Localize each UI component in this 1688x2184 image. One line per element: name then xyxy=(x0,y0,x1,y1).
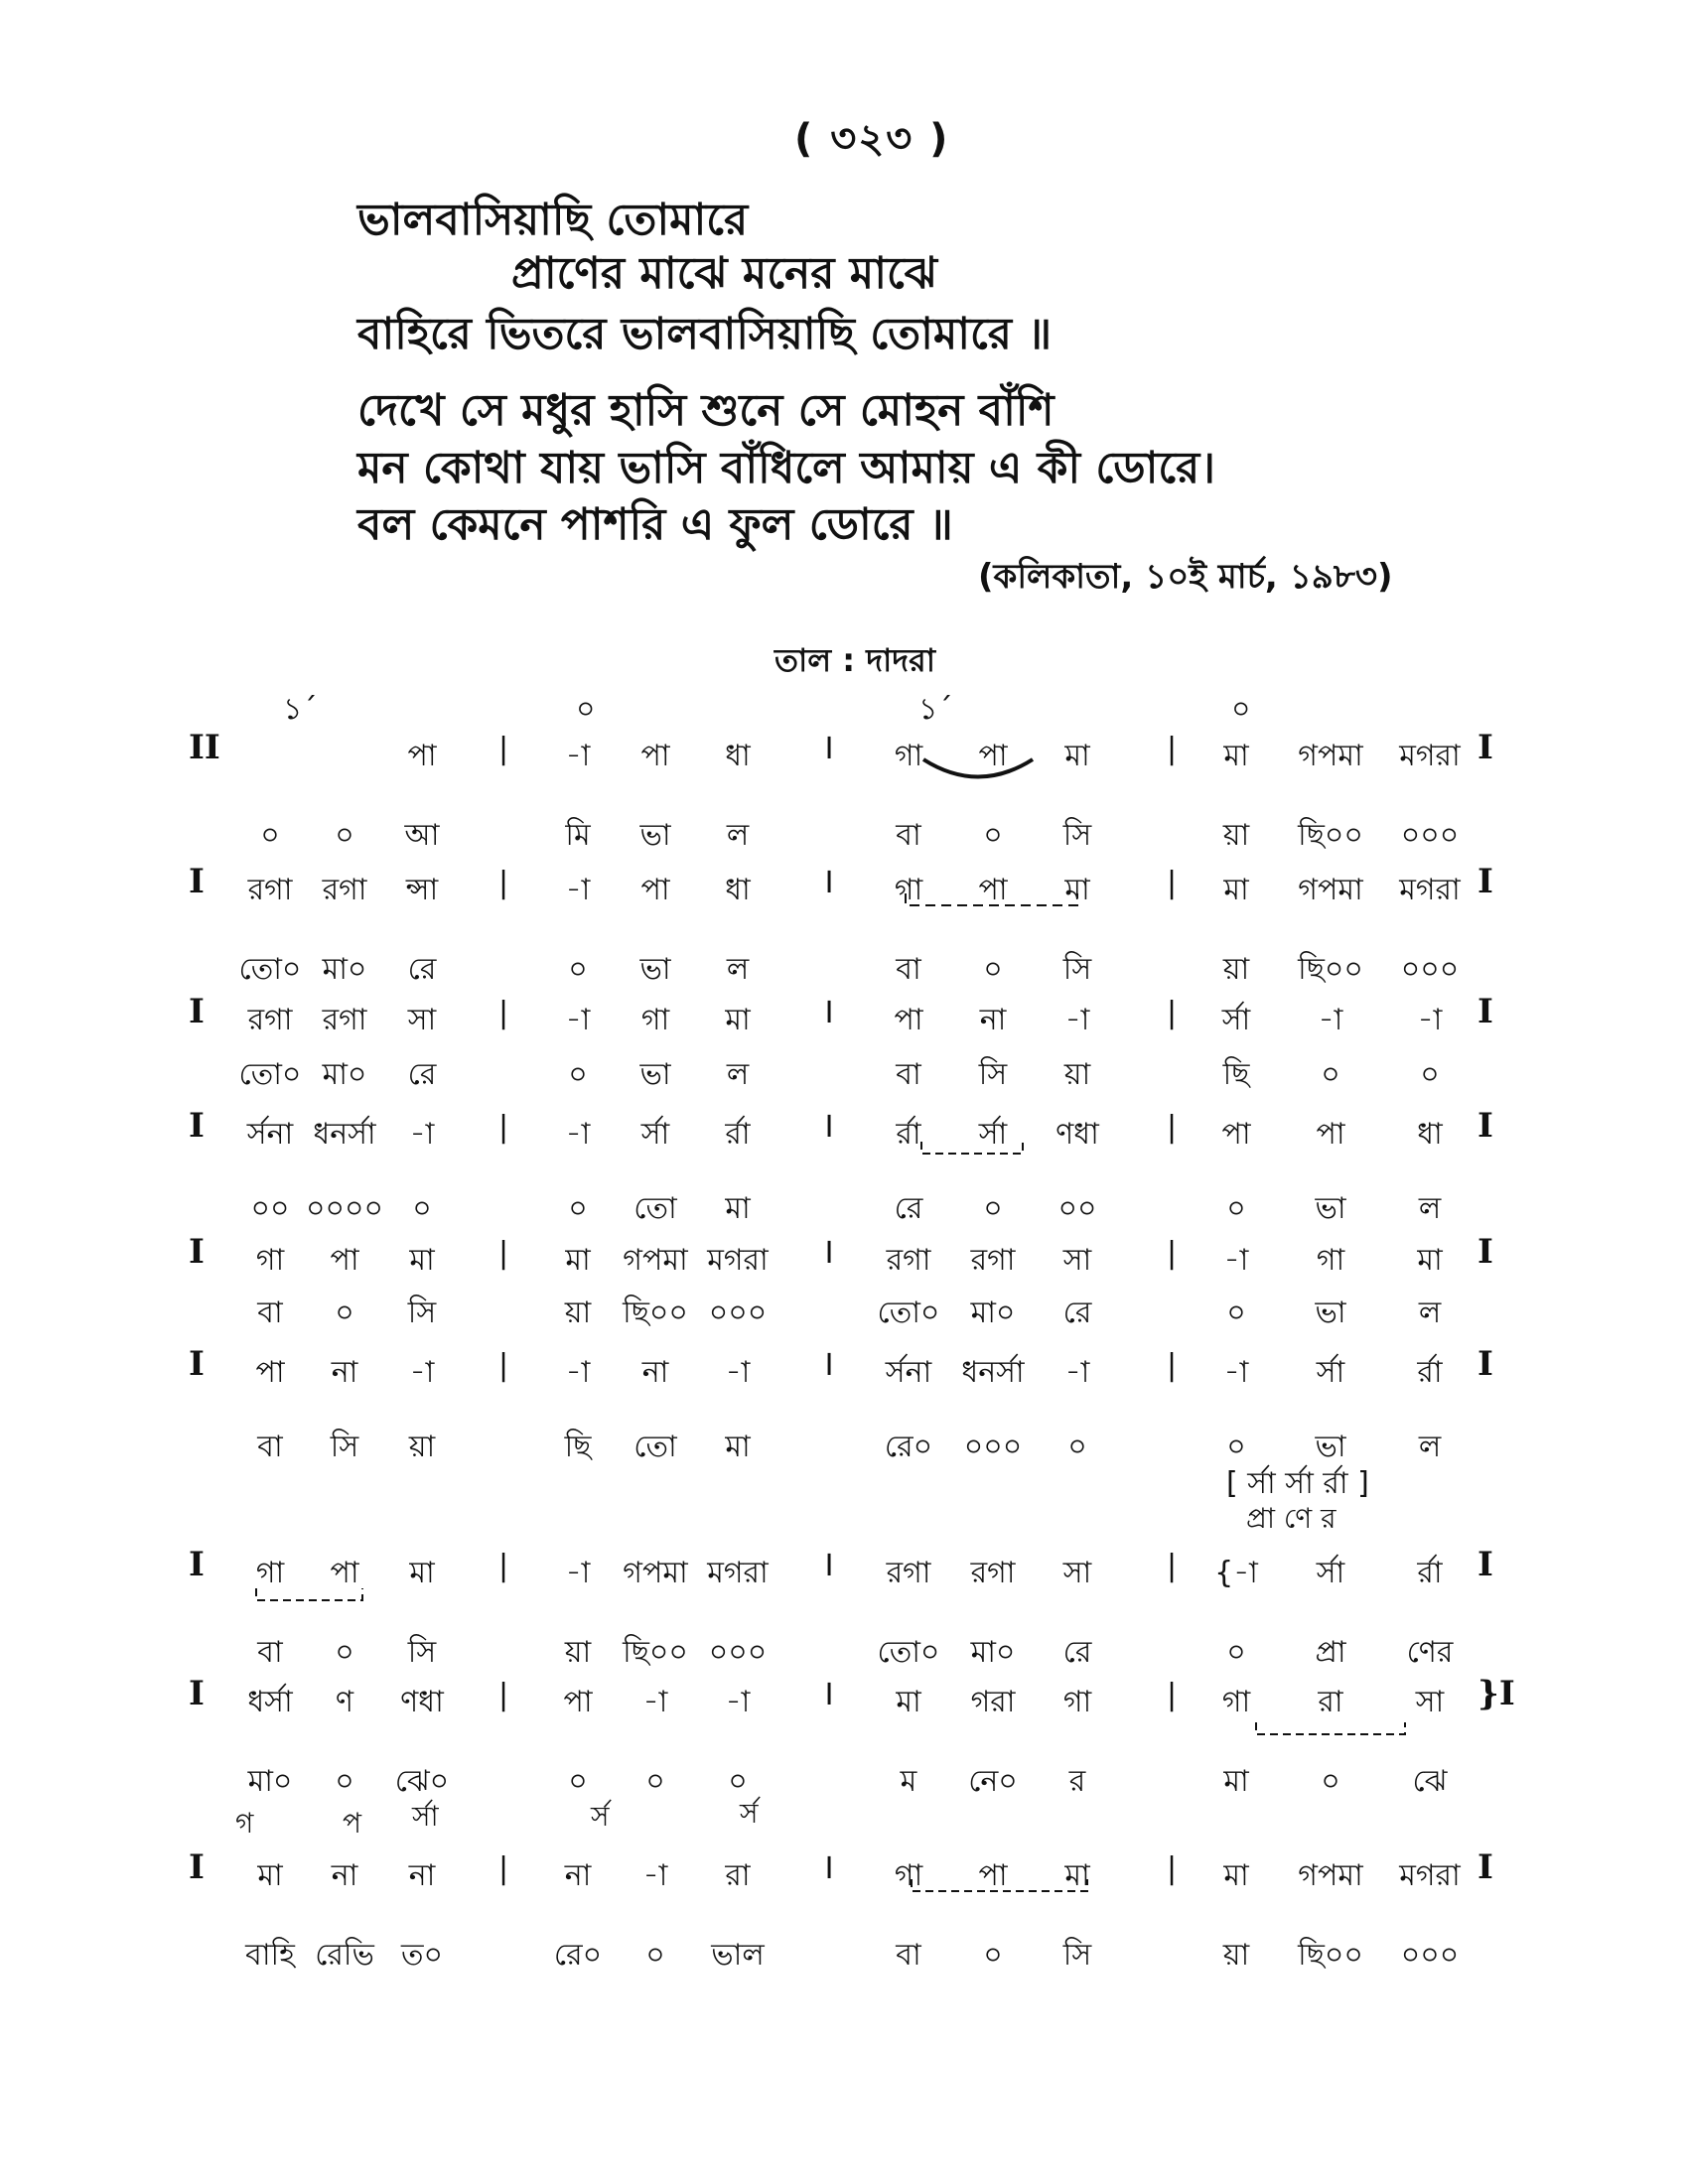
swara-note: সা xyxy=(407,1003,437,1037)
barline: | xyxy=(1166,866,1178,900)
lyric-syllable: র xyxy=(1068,1764,1086,1799)
swara-note: রগা xyxy=(247,1003,293,1037)
swara-note: না xyxy=(564,1858,592,1893)
lyric-syllable: ০ xyxy=(568,1764,588,1799)
swara-note: র্সনা xyxy=(885,1355,932,1390)
barline: | xyxy=(1166,1678,1178,1712)
swara-note: ণ xyxy=(335,1685,354,1719)
swara-note: র্সা xyxy=(978,1117,1008,1152)
row-end-barline: I xyxy=(1477,1232,1493,1272)
swara-note: -া xyxy=(1064,1355,1090,1390)
swara-note: গপমা xyxy=(623,1243,688,1278)
swara-note: না xyxy=(979,1003,1007,1037)
lyric-syllable: ০ xyxy=(645,1938,665,1973)
lyric-syllable: রে xyxy=(894,1191,923,1226)
swara-note: না xyxy=(331,1355,358,1390)
swara-note: না xyxy=(641,1355,669,1390)
barline: | xyxy=(497,1678,509,1712)
alt-bracket-syllables: প্রা ণে র xyxy=(1246,1502,1336,1535)
lyric-syllable: মি xyxy=(565,818,591,853)
swara-note: সা xyxy=(1415,1685,1445,1719)
swara-note: মা xyxy=(1064,1858,1090,1893)
barline: | xyxy=(497,996,509,1030)
lyric-syllable: ভা xyxy=(1315,1296,1346,1330)
swara-note: র্সা xyxy=(1221,1003,1251,1037)
lyric-syllable: য়া xyxy=(1222,818,1250,853)
swara-note: মা xyxy=(1223,1858,1249,1893)
swara-note: রগা xyxy=(322,1003,367,1037)
lyric-syllable: ল xyxy=(726,952,750,987)
swara-note: না xyxy=(331,1858,358,1893)
swara-note: -া xyxy=(725,1355,751,1390)
swara-note: মগরা xyxy=(707,1556,769,1590)
barline: | xyxy=(497,1110,509,1145)
swara-note: সা xyxy=(1062,1556,1092,1590)
lyric-syllable: বাহি xyxy=(245,1938,295,1973)
lyric-syllable: ০ xyxy=(728,1764,748,1799)
swara-note: রগা xyxy=(247,873,293,907)
beat-mark: ০ xyxy=(576,692,596,727)
lyric-syllable: মা xyxy=(1223,1764,1249,1799)
swara-note: র্রা xyxy=(896,1117,921,1152)
lyric-syllable: য়া xyxy=(1063,1057,1091,1092)
lyric-syllable: বা xyxy=(257,1635,283,1670)
lyric-syllable: ০ xyxy=(412,1191,432,1226)
ornament-mark: র্সা xyxy=(412,1800,439,1833)
lyric-syllable: ০ xyxy=(1226,1430,1246,1464)
barline: | xyxy=(497,1549,509,1583)
swara-note: -া xyxy=(1318,1003,1343,1037)
lyric-syllable: বা xyxy=(896,1938,921,1973)
barline: | xyxy=(497,1851,509,1886)
barline: | xyxy=(497,866,509,900)
swara-note: র্সা xyxy=(1316,1556,1345,1590)
lyric-syllable: ০০০০ xyxy=(305,1191,384,1226)
swara-note: গপমা xyxy=(1298,739,1363,773)
lyric-syllable: রে০ xyxy=(884,1430,933,1464)
swara-note: মগরা xyxy=(1399,1858,1461,1893)
swara-note: পা xyxy=(1221,1117,1251,1152)
lyric-syllable: বা xyxy=(257,1430,283,1464)
swara-note: ধনর্সা xyxy=(313,1117,376,1152)
lyric-syllable: ০ xyxy=(335,1296,354,1330)
barline: | xyxy=(1166,1549,1178,1583)
lyric-syllable: সি xyxy=(978,1057,1008,1092)
lyric-syllable: ০ xyxy=(1420,1057,1440,1092)
swara-note: সা xyxy=(1062,1243,1092,1278)
lyric-syllable: ০ xyxy=(568,952,588,987)
swara-note: র্সনা xyxy=(246,1117,294,1152)
lyric-syllable: বা xyxy=(257,1296,283,1330)
swara-note: র্রা xyxy=(1417,1355,1443,1390)
barline: | xyxy=(497,1236,509,1271)
lyric-syllable: রে xyxy=(407,952,437,987)
lyric-syllable: তো xyxy=(633,1430,677,1464)
swara-note: গপমা xyxy=(1298,873,1363,907)
barline: | xyxy=(1166,732,1178,766)
swara-note: পা xyxy=(330,1243,359,1278)
row-start-barline: I xyxy=(189,1344,205,1384)
lyric-syllable: প্রা xyxy=(1315,1635,1346,1670)
row-start-barline: I xyxy=(189,1847,205,1887)
swara-note: গপমা xyxy=(1298,1858,1363,1893)
lyric-syllable: ০ xyxy=(335,1764,354,1799)
lyric-syllable: ০ xyxy=(1226,1191,1246,1226)
row-end-barline: I xyxy=(1477,862,1493,901)
lyric-syllable: ভা xyxy=(639,952,671,987)
swara-note: গা xyxy=(640,1003,670,1037)
row-start-barline: I xyxy=(189,992,205,1031)
lyric-syllable: ০ xyxy=(1226,1296,1246,1330)
swara-note: মা xyxy=(896,1685,921,1719)
swara-note: ণধা xyxy=(1055,1117,1099,1152)
lyric-syllable: মা০ xyxy=(247,1764,293,1799)
lyric-syllable: ০ xyxy=(983,1191,1003,1226)
slur-dashed xyxy=(912,1879,1087,1891)
swara-note: গা xyxy=(255,1556,285,1590)
swara-note: -া xyxy=(565,739,591,773)
lyric-syllable: য়া xyxy=(408,1430,436,1464)
swara-note: -া xyxy=(565,873,591,907)
slur-dashed xyxy=(256,1588,362,1600)
page-number: ( ৩২৩ ) xyxy=(794,116,950,162)
swara-note: ন্সা xyxy=(405,873,439,907)
swara-note: {-া xyxy=(1214,1556,1258,1590)
row-end-barline: I xyxy=(1477,1344,1493,1384)
swara-note: মগরা xyxy=(1399,739,1461,773)
lyric-syllable: ০ xyxy=(568,1191,588,1226)
lyric-syllable: সি xyxy=(330,1430,359,1464)
composition-credit: (কলিকাতা, ১০ই মার্চ, ১৯৮৩) xyxy=(978,557,1393,597)
swara-note: ধা xyxy=(725,739,751,773)
swara-note: গা xyxy=(1316,1243,1345,1278)
barline: I xyxy=(824,1110,834,1145)
swara-note: পা xyxy=(1316,1117,1345,1152)
lyric-syllable: ছি০০ xyxy=(623,1296,688,1330)
row-start-barline: I xyxy=(189,1106,205,1146)
lyric-syllable: ল xyxy=(1418,1430,1442,1464)
barline: I xyxy=(824,1549,834,1583)
slur-arc xyxy=(923,759,1033,777)
swara-note: গা xyxy=(894,1858,923,1893)
lyric-syllable: ০ xyxy=(1226,1635,1246,1670)
lyric-syllable: ভা xyxy=(1315,1430,1346,1464)
row-start-barline: I xyxy=(189,1545,205,1584)
swara-note: রগা xyxy=(886,1243,931,1278)
barline: | xyxy=(1166,1110,1178,1145)
lyric-syllable: য়া xyxy=(1222,952,1250,987)
swara-note: পা xyxy=(978,739,1008,773)
alt-bracket-notes: [ র্সা র্সা র্রা ] xyxy=(1226,1466,1369,1501)
row-end-barline: I xyxy=(1477,992,1493,1031)
barline: I xyxy=(824,1348,834,1383)
swara-note: মগরা xyxy=(1399,873,1461,907)
swara-note: মা xyxy=(409,1243,435,1278)
swara-note: গা xyxy=(894,873,923,907)
lyric-syllable: ০ xyxy=(983,952,1003,987)
swara-note: মা xyxy=(257,1858,283,1893)
swara-note: -া xyxy=(1223,1355,1249,1390)
swara-note: ধা xyxy=(1417,1117,1443,1152)
lyric-syllable: ০ xyxy=(1321,1057,1340,1092)
taal-label: তাল : দাদরা xyxy=(774,641,935,679)
swara-note: -া xyxy=(642,1685,668,1719)
lyric-syllable: ০ xyxy=(983,818,1003,853)
swara-note: গরা xyxy=(970,1685,1016,1719)
swara-note: ধনর্সা xyxy=(961,1355,1025,1390)
swara-note: -া xyxy=(565,1117,591,1152)
lyric-syllable: য়া xyxy=(564,1635,592,1670)
lyric-syllable: রেভি xyxy=(315,1938,374,1973)
lyric-syllable: ছি xyxy=(564,1430,592,1464)
barline: | xyxy=(1166,1348,1178,1383)
lyric-syllable: ০ xyxy=(983,1938,1003,1973)
lyric-syllable: তো০ xyxy=(238,1057,302,1092)
barline: I xyxy=(824,1678,834,1712)
lyric-syllable: সি xyxy=(407,1296,437,1330)
swara-note: গা xyxy=(1062,1685,1092,1719)
lyric-syllable: সি xyxy=(1062,1938,1092,1973)
lyric-line-3: বাহিরে ভিতরে ভালবাসিয়াছি তোমারে ॥ xyxy=(357,309,1053,359)
lyric-syllable: ০০০ xyxy=(963,1430,1023,1464)
beat-mark: ০ xyxy=(1231,692,1251,727)
lyric-syllable: ভাল xyxy=(711,1938,765,1973)
lyric-line-4: দেখে সে মধুর হাসি শুনে সে মোহন বাঁশি xyxy=(357,385,1055,436)
lyric-line-1: ভালবাসিয়াছি তোমারে xyxy=(357,195,749,245)
lyric-syllable: তো০ xyxy=(238,952,302,987)
swara-note: পা xyxy=(978,873,1008,907)
lyric-syllable: সি xyxy=(1062,952,1092,987)
swara-note: -া xyxy=(1064,1003,1090,1037)
lyric-syllable: ভা xyxy=(639,818,671,853)
ornament-mark: র্স xyxy=(591,1800,610,1833)
row-end-barline: I xyxy=(1477,1106,1493,1146)
lyric-line-2: প্রাণের মাঝে মনের মাঝে xyxy=(511,248,937,299)
barline: I xyxy=(824,866,834,900)
swara-note: রা xyxy=(725,1858,751,1893)
swara-note: গপমা xyxy=(623,1556,688,1590)
swara-note: র্সা xyxy=(1316,1355,1345,1390)
swara-note: গা xyxy=(894,739,923,773)
swara-note: -া xyxy=(642,1858,668,1893)
swara-note: মা xyxy=(1064,739,1090,773)
ornament-mark: গ xyxy=(235,1807,254,1840)
swara-note: মা xyxy=(1223,739,1249,773)
row-end-barline: I xyxy=(1477,728,1493,767)
lyric-syllable: ০ xyxy=(1321,1764,1340,1799)
swara-note: র্সা xyxy=(640,1117,670,1152)
swara-note: -া xyxy=(409,1117,435,1152)
lyric-syllable: আ xyxy=(404,818,440,853)
swara-note: র্রা xyxy=(1417,1556,1443,1590)
swara-note: পা xyxy=(255,1355,285,1390)
lyric-syllable: মা০ xyxy=(322,1057,367,1092)
swara-note: মা xyxy=(1064,873,1090,907)
barline: | xyxy=(1166,1851,1178,1886)
lyric-syllable: ণের xyxy=(1406,1635,1454,1670)
beat-mark: ১´ xyxy=(283,692,318,727)
barline: I xyxy=(824,1236,834,1271)
row-start-barline: I xyxy=(189,1674,205,1713)
row-end-barline: I xyxy=(1477,1545,1493,1584)
swara-note: ধর্সা xyxy=(247,1685,293,1719)
barline: | xyxy=(1166,996,1178,1030)
lyric-line-6: বল কেমনে পাশরি এ ফুল ডোরে ॥ xyxy=(357,499,953,550)
swara-note: -া xyxy=(565,1003,591,1037)
swara-note: গা xyxy=(255,1243,285,1278)
barline: | xyxy=(497,732,509,766)
lyric-syllable: রে xyxy=(1062,1635,1092,1670)
lyric-syllable: ০০০ xyxy=(1400,1938,1460,1973)
swara-note: ণধা xyxy=(400,1685,444,1719)
lyric-syllable: ম xyxy=(900,1764,917,1799)
swara-note: -া xyxy=(725,1685,751,1719)
swara-note: পা xyxy=(978,1858,1008,1893)
swara-note: -া xyxy=(1223,1243,1249,1278)
ornament-mark: র্স xyxy=(740,1797,759,1830)
swara-note: রগা xyxy=(322,873,367,907)
swara-note: -া xyxy=(1417,1003,1443,1037)
swara-note: রা xyxy=(1318,1685,1343,1719)
lyric-syllable: ছি xyxy=(1222,1057,1250,1092)
swara-note: রগা xyxy=(886,1556,931,1590)
lyric-syllable: মা০ xyxy=(970,1635,1016,1670)
lyric-syllable: বা xyxy=(896,952,921,987)
slur-dashed xyxy=(1256,1722,1405,1734)
barline: | xyxy=(497,1348,509,1383)
swara-note: মা xyxy=(1417,1243,1443,1278)
barline: I xyxy=(824,1851,834,1886)
swara-note: -া xyxy=(409,1355,435,1390)
lyric-syllable: ০০ xyxy=(250,1191,290,1226)
lyric-syllable: ০০০ xyxy=(1400,952,1460,987)
barline: I xyxy=(824,996,834,1030)
row-start-barline: I xyxy=(189,862,205,901)
swara-note: মা xyxy=(725,1003,751,1037)
lyric-syllable: ০ xyxy=(568,1057,588,1092)
lyric-syllable: ০ xyxy=(335,1635,354,1670)
lyric-syllable: তো০ xyxy=(877,1635,940,1670)
lyric-syllable: মা০ xyxy=(970,1296,1016,1330)
swara-note: পা xyxy=(330,1556,359,1590)
swara-note: গা xyxy=(1221,1685,1251,1719)
lyric-syllable: য়া xyxy=(1222,1938,1250,1973)
lyric-syllable: সি xyxy=(1062,818,1092,853)
swara-note: পা xyxy=(640,873,670,907)
lyric-syllable: ছি০০ xyxy=(1298,1938,1363,1973)
lyric-syllable: ০০০ xyxy=(708,1296,768,1330)
barline: | xyxy=(1166,1236,1178,1271)
swara-note: ধা xyxy=(725,873,751,907)
swara-note: রগা xyxy=(970,1243,1016,1278)
lyric-syllable: তো xyxy=(633,1191,677,1226)
lyric-syllable: নে০ xyxy=(968,1764,1018,1799)
swara-note: মা xyxy=(565,1243,591,1278)
swara-note: মগরা xyxy=(707,1243,769,1278)
lyric-syllable: ০ xyxy=(1067,1430,1087,1464)
barline: I xyxy=(824,732,834,766)
lyric-syllable: ল xyxy=(1418,1191,1442,1226)
row-start-barline: I xyxy=(189,1232,205,1272)
swara-note: রগা xyxy=(970,1556,1016,1590)
lyric-syllable: ০০০ xyxy=(1400,818,1460,853)
lyric-syllable: ভা xyxy=(639,1057,671,1092)
lyric-syllable: ছি০০ xyxy=(1298,952,1363,987)
swara-note: পা xyxy=(894,1003,923,1037)
lyric-syllable: মা xyxy=(725,1191,751,1226)
slur-dashed xyxy=(906,893,1077,905)
lyric-syllable: ঝে xyxy=(1412,1764,1448,1799)
lyric-syllable: ০ xyxy=(645,1764,665,1799)
lyric-syllable: ল xyxy=(726,818,750,853)
lyric-syllable: রে xyxy=(407,1057,437,1092)
row-end-barline: }I xyxy=(1477,1674,1515,1713)
lyric-syllable: ছি০০ xyxy=(623,1635,688,1670)
lyric-syllable: ০ xyxy=(260,818,280,853)
lyric-syllable: ঝে০ xyxy=(394,1764,450,1799)
row-start-barline: II xyxy=(189,728,220,767)
swara-note: পা xyxy=(640,739,670,773)
swara-note: মা xyxy=(1223,873,1249,907)
lyric-syllable: সি xyxy=(407,1635,437,1670)
swara-note: -া xyxy=(565,1355,591,1390)
lyric-syllable: ০ xyxy=(335,818,354,853)
swara-note: পা xyxy=(563,1685,593,1719)
swara-note: না xyxy=(408,1858,436,1893)
lyric-syllable: য়া xyxy=(564,1296,592,1330)
lyric-syllable: বা xyxy=(896,818,921,853)
lyric-syllable: ভা xyxy=(1315,1191,1346,1226)
lyric-syllable: ০০ xyxy=(1057,1191,1097,1226)
lyric-syllable: ০০০ xyxy=(708,1635,768,1670)
lyric-syllable: ল xyxy=(1418,1296,1442,1330)
lyric-syllable: রে xyxy=(1062,1296,1092,1330)
lyric-syllable: বা xyxy=(896,1057,921,1092)
lyric-syllable: তো০ xyxy=(877,1296,940,1330)
lyric-syllable: মা০ xyxy=(322,952,367,987)
slur-dashed xyxy=(921,1142,1023,1154)
swara-note: র্রা xyxy=(725,1117,751,1152)
lyric-syllable: ত০ xyxy=(400,1938,444,1973)
row-end-barline: I xyxy=(1477,1847,1493,1887)
lyric-syllable: ছি০০ xyxy=(1298,818,1363,853)
beat-mark: ১´ xyxy=(918,692,953,727)
lyric-syllable: রে০ xyxy=(553,1938,603,1973)
lyric-syllable: মা xyxy=(725,1430,751,1464)
swara-note: -া xyxy=(565,1556,591,1590)
lyric-line-5: মন কোথা যায় ভাসি বাঁধিলে আমায় এ কী ডোরে। xyxy=(357,443,1215,493)
swara-note: পা xyxy=(407,739,437,773)
lyric-syllable: ল xyxy=(726,1057,750,1092)
swara-note: মা xyxy=(409,1556,435,1590)
ornament-mark: প xyxy=(343,1807,362,1840)
